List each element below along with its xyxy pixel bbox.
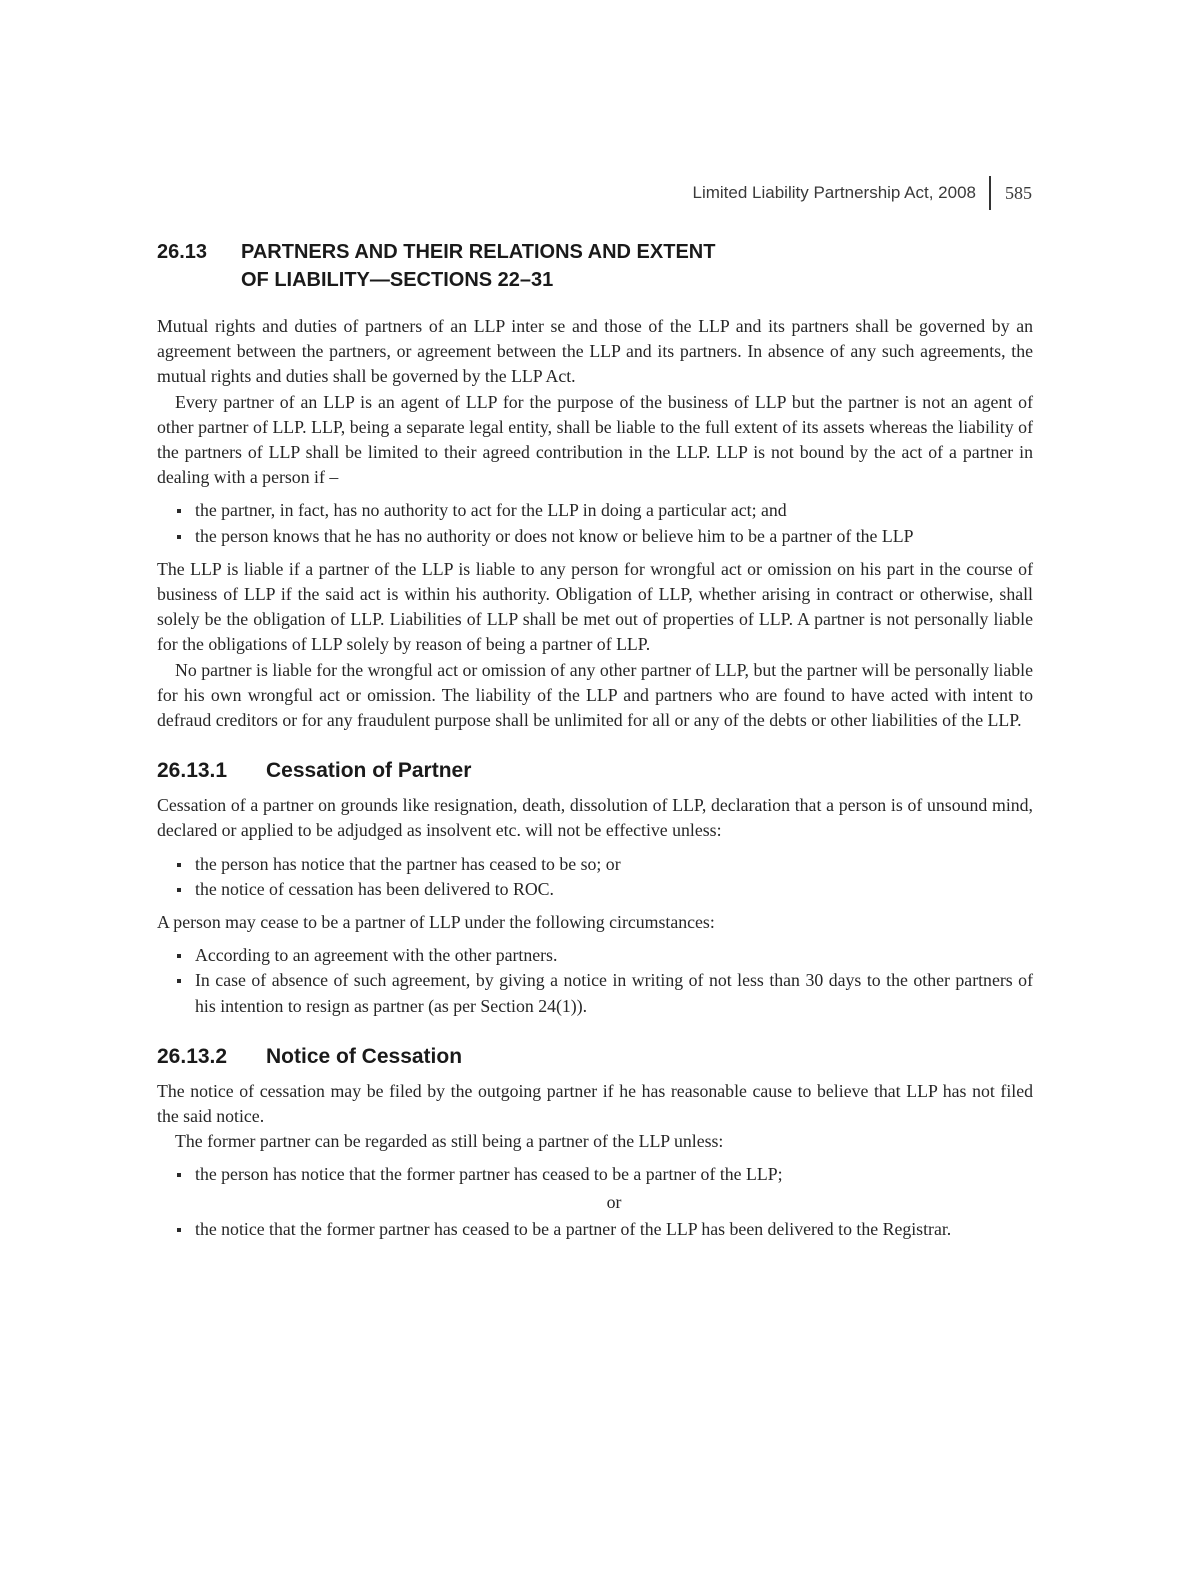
page-number: 585	[1005, 182, 1032, 203]
section-heading	[157, 238, 1033, 294]
bullet-list	[157, 852, 1033, 902]
subsection-number: 26.13.2	[157, 1044, 228, 1068]
or-separator: or	[606, 1191, 622, 1212]
section-title-line-1: PARTNERS AND THEIR RELATIONS AND EXTENT	[241, 241, 716, 263]
section-title	[241, 238, 715, 294]
list-item: the notice that the former partner has ceased to be a partner of the LLP has been delivered to the Registrar.	[157, 1217, 1033, 1242]
subsection-heading	[157, 1043, 1033, 1071]
subsection-number: 26.13.1	[157, 759, 228, 783]
bullet-list	[157, 1217, 1033, 1242]
paragraph: Cessation of a partner on grounds like resignation, death, dissolution of LLP, declaration that a person is of unsound mind, declared or applied to be adjudged as insolvent etc. will not be effective unless:	[157, 795, 1033, 841]
running-head	[693, 176, 1033, 210]
subsection-title: Cessation of Partner	[266, 759, 472, 783]
section-title-line-2: OF LIABILITY—SECTIONS 22–31	[241, 269, 554, 291]
list-item: the person has notice that the partner has ceased to be so; or	[157, 852, 1033, 877]
paragraph: The notice of cessation may be filed by the outgoing partner if he has reasonable cause to believe that LLP has not filed the said notice.	[157, 1080, 1033, 1127]
running-head-title: Limited Liability Partnership Act, 2008	[692, 183, 976, 202]
list-item: the notice of cessation has been delivered to ROC.	[157, 877, 1033, 902]
paragraph: Every partner of an LLP is an agent of LLP for the purpose of the business of LLP but the partner is not an agent of other partner of LLP. LLP, being a separate legal entity, shall be liable to the full extent of its assets whereas the liability of the partners of LLP shall be limited to their agreed contribution in the LLP. LLP is not bound by the act of a partner in dealing with a person if –	[157, 391, 1033, 488]
bullet-list	[157, 1162, 1033, 1187]
paragraph: The former partner can be regarded as still being a partner of the LLP unless:	[175, 1131, 724, 1152]
bullet-list	[157, 943, 1033, 1019]
list-item: the person knows that he has no authority or does not know or believe him to be a partner of the LLP	[157, 524, 1033, 549]
paragraph: No partner is liable for the wrongful act or omission of any other partner of LLP, but the partner will be personally liable for his own wrongful act or omission. The liability of the LLP and partners who are found to have acted with intent to defraud creditors or for any fraudulent purpose shall be unlimited for all or any of the debts or other liabilities of the LLP.	[157, 659, 1033, 731]
paragraph: The LLP is liable if a partner of the LLP is liable to any person for wrongful act or omission on his part in the course of business of LLP if the said act is within his authority. Obligation of LLP, whether arising in contract or otherwise, shall solely be the obligation of LLP. Liabilities of LLP shall be met out of properties of LLP. A partner is not personally liable for the obligations of LLP solely by reason of being a partner of LLP.	[157, 558, 1033, 655]
list-item: the person has notice that the former partner has ceased to be a partner of the LLP;	[157, 1162, 1033, 1187]
list-item: In case of absence of such agreement, by giving a notice in writing of not less than 30 days to the other partners of his intention to resign as partner (as per Section 24(1)).	[157, 968, 1033, 1018]
subsection-heading	[157, 757, 1033, 785]
list-item: the partner, in fact, has no authority to act for the LLP in doing a particular act; and	[157, 498, 1033, 523]
bullet-list	[157, 498, 1033, 548]
list-item: According to an agreement with the other partners.	[157, 943, 1033, 968]
paragraph: A person may cease to be a partner of LLP under the following circumstances:	[157, 912, 715, 933]
section-number: 26.13	[157, 241, 208, 263]
subsection-title: Notice of Cessation	[266, 1044, 463, 1068]
paragraph: Mutual rights and duties of partners of an LLP inter se and those of the LLP and its partners shall be governed by an agreement between the partners, or agreement between the LLP and its partners. In absence of any such agreements, the mutual rights and duties shall be governed by the LLP Act.	[157, 316, 1033, 387]
page-body	[157, 238, 1033, 1250]
